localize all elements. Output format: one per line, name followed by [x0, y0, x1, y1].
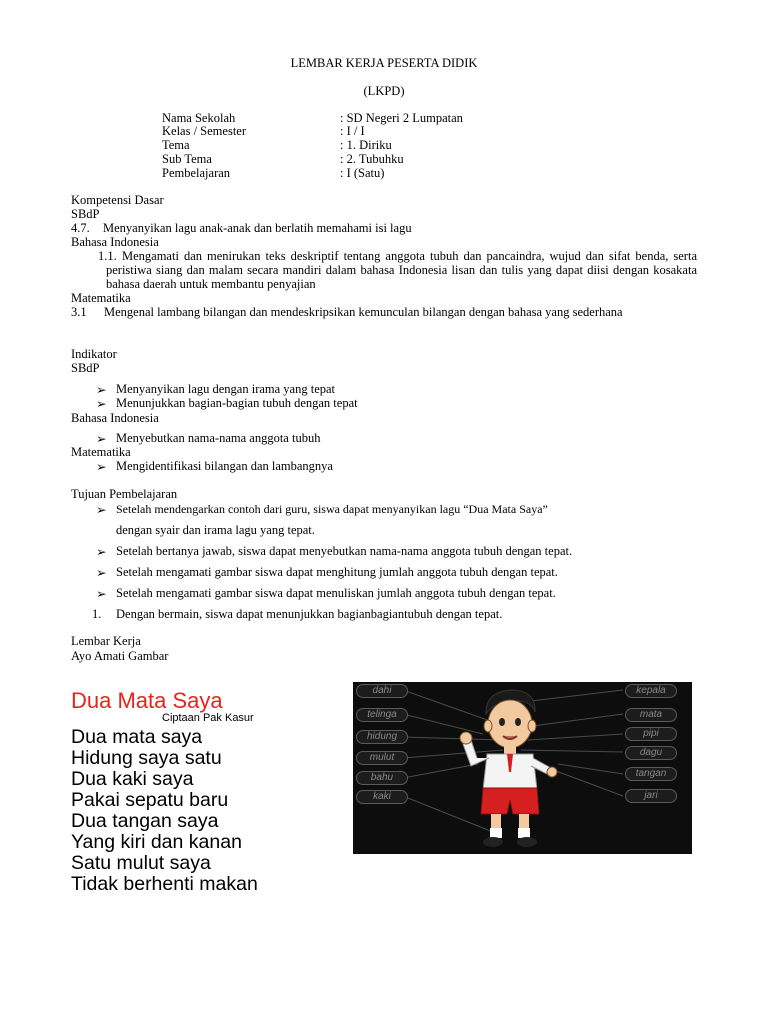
identity-label-lesson: Pembelajaran	[162, 166, 231, 180]
tujuan-item: Setelah mengamati gambar siswa dapat menghitung jumlah anggota tubuh dengan tepat.	[116, 565, 558, 579]
indikator-heading: Indikator	[71, 347, 117, 361]
indikator-sbdp-heading: SBdP	[71, 361, 100, 375]
kompetensi-bi-text: Mengamati dan menirukan teks deskriptif tentang anggota tubuh dan pancaindra, wujud dan sifat benda, serta peristiwa siang dan malam secara mandiri dalam bahasa Indonesia lisan dan tulis yang dapat diisi dengan kosakata bahasa daerah untuk membantu penyajian	[106, 249, 697, 291]
body-label-tag: dahi	[356, 684, 408, 698]
identity-value-subtheme: : 2. Tubuhku	[340, 152, 404, 166]
body-label-tag: mata	[625, 708, 677, 722]
tujuan-item-continuation: dengan syair dan irama lagu yang tepat.	[116, 523, 315, 537]
kompetensi-sbdp-text: Menyanyikan lagu anak-anak dan berlatih memahami isi lagu	[103, 221, 412, 235]
body-label-tag: hidung	[356, 730, 408, 744]
body-label-tag: kaki	[356, 790, 408, 804]
song-lyric-line: Dua mata saya	[71, 726, 203, 748]
lembar-subheading: Ayo Amati Gambar	[71, 649, 169, 663]
arrowhead-bullet-icon: ➢	[96, 587, 107, 601]
song-lyric-line: Tidak berhenti makan	[71, 873, 258, 895]
kompetensi-bi-heading: Bahasa Indonesia	[71, 235, 159, 249]
page-subtitle: (LKPD)	[363, 84, 405, 98]
tujuan-item: Setelah bertanya jawab, siswa dapat menyebutkan nama-nama anggota tubuh dengan tepat.	[116, 544, 573, 558]
page-title: LEMBAR KERJA PESERTA DIDIK	[290, 56, 478, 70]
identity-label-subtheme: Sub Tema	[162, 152, 212, 166]
identity-label-class: Kelas / Semester	[162, 124, 247, 138]
identity-value-lesson: : I (Satu)	[340, 166, 385, 180]
identity-value-school: : SD Negeri 2 Lumpatan	[340, 111, 463, 125]
song-lyric-line: Dua kaki saya	[71, 768, 194, 790]
tujuan-heading: Tujuan Pembelajaran	[71, 487, 178, 501]
body-label-tag: jari	[625, 789, 677, 803]
indikator-bi-heading: Bahasa Indonesia	[71, 411, 159, 425]
arrowhead-bullet-icon: ➢	[96, 460, 107, 474]
tujuan-item-number: 1.	[92, 607, 102, 621]
arrowhead-bullet-icon: ➢	[96, 397, 107, 411]
lembar-heading: Lembar Kerja	[71, 634, 141, 648]
song-lyric-line: Satu mulut saya	[71, 852, 211, 874]
body-label-tag: bahu	[356, 771, 408, 785]
indikator-mat-item: Mengidentifikasi bilangan dan lambangnya	[116, 459, 333, 473]
identity-label-theme: Tema	[162, 138, 190, 152]
identity-label-school: Nama Sekolah	[162, 111, 236, 125]
indikator-mat-heading: Matematika	[71, 445, 131, 459]
identity-value-theme: : 1. Diriku	[340, 138, 392, 152]
song-lyric-line: Yang kiri dan kanan	[71, 831, 242, 853]
body-label-tag: dagu	[625, 746, 677, 760]
indikator-sbdp-item: Menyanyikan lagu dengan irama yang tepat	[116, 382, 336, 396]
kompetensi-heading: Kompetensi Dasar	[71, 193, 164, 207]
song-lyric-line: Hidung saya satu	[71, 747, 222, 769]
kompetensi-mat-number: 3.1	[71, 305, 87, 319]
body-label-tag: pipi	[625, 727, 677, 741]
song-title: Dua Mata Saya	[71, 688, 223, 713]
arrowhead-bullet-icon: ➢	[96, 545, 107, 559]
arrowhead-bullet-icon: ➢	[96, 383, 107, 397]
body-label-tag: kepala	[625, 684, 677, 698]
body-label-tag: telinga	[356, 708, 408, 722]
kompetensi-bi-number: 1.1.	[98, 249, 117, 263]
song-credit: Ciptaan Pak Kasur	[162, 712, 254, 724]
arrowhead-bullet-icon: ➢	[96, 503, 107, 517]
kompetensi-sbdp-number: 4.7.	[71, 221, 90, 235]
indikator-sbdp-item: Menunjukkan bagian-bagian tubuh dengan tepat	[116, 396, 358, 410]
identity-value-class: : I / I	[340, 124, 365, 138]
arrowhead-bullet-icon: ➢	[96, 566, 107, 580]
song-lyric-line: Dua tangan saya	[71, 810, 219, 832]
tujuan-item: Dengan bermain, siswa dapat menunjukkan bagianbagiantubuh dengan tepat.	[116, 607, 503, 621]
kompetensi-sbdp-heading: SBdP	[71, 207, 100, 221]
kompetensi-mat-heading: Matematika	[71, 291, 131, 305]
body-label-tag: tangan	[625, 767, 677, 781]
tujuan-item: Setelah mengamati gambar siswa dapat menuliskan jumlah anggota tubuh dengan tepat.	[116, 586, 556, 600]
song-lyric-line: Pakai sepatu baru	[71, 789, 229, 811]
body-parts-illustration	[353, 682, 692, 854]
arrowhead-bullet-icon: ➢	[96, 432, 107, 446]
kompetensi-mat-text: Mengenal lambang bilangan dan mendeskripsikan kemunculan bilangan dengan bahasa yang sederhana	[104, 305, 623, 319]
body-label-tag: mulut	[356, 751, 408, 765]
tujuan-item: Setelah mendengarkan contoh dari guru, siswa dapat menyanyikan lagu “Dua Mata Saya”	[116, 502, 548, 516]
indikator-bi-item: Menyebutkan nama-nama anggota tubuh	[116, 431, 321, 445]
